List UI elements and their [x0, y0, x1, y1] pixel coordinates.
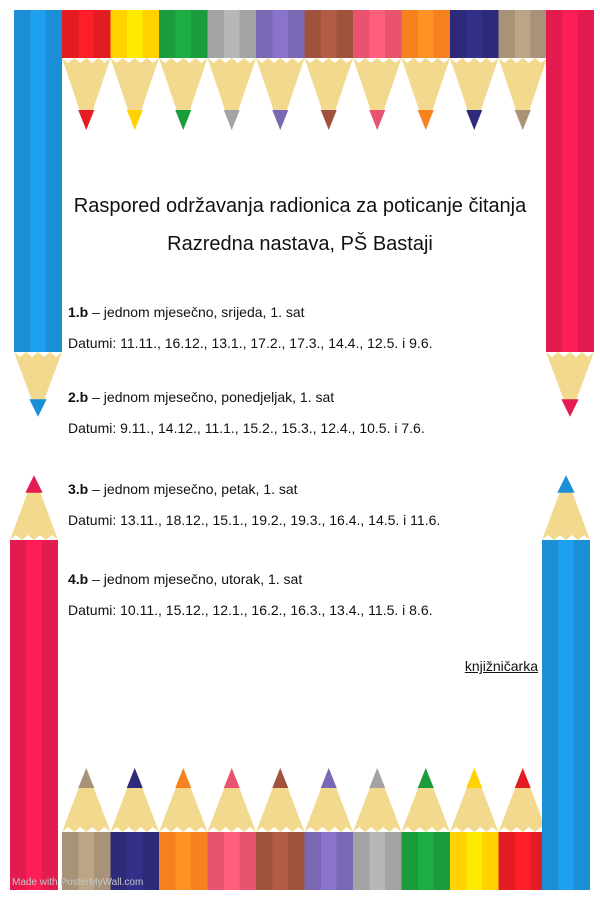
schedule-text: – jednom mjesečno, utorak, 1. sat: [88, 571, 303, 587]
class-schedule-2b: [68, 389, 334, 405]
class-schedule-1b: [68, 304, 305, 320]
class-dates-1b: Datumi: 11.11., 16.12., 13.1., 17.2., 17.3., 14.4., 12.5. i 9.6.: [68, 335, 433, 351]
schedule-text: – jednom mjesečno, petak, 1. sat: [88, 481, 298, 497]
class-schedule-4b: [68, 571, 302, 587]
watermark: Made with PosterMyWall.com: [12, 877, 144, 888]
page-subtitle: Razredna nastava, PŠ Bastaji: [167, 233, 433, 255]
class-name: 2.b: [68, 389, 89, 405]
signature: knjižničarka: [464, 658, 538, 674]
class-schedule-3b: [68, 481, 298, 497]
class-name: 3.b: [68, 481, 89, 497]
class-dates-2b: Datumi: 9.11., 14.12., 11.1., 15.2., 15.3., 12.4., 10.5. i 7.6.: [68, 420, 425, 436]
class-dates-4b: Datumi: 10.11., 15.12., 12.1., 16.2., 16.3., 13.4., 11.5. i 8.6.: [68, 602, 433, 618]
class-name: 4.b: [68, 571, 89, 587]
schedule-text: – jednom mjesečno, ponedjeljak, 1. sat: [88, 389, 335, 405]
class-name: 1.b: [68, 304, 89, 320]
class-dates-3b: Datumi: 13.11., 18.12., 15.1., 19.2., 19.3., 16.4., 14.5. i 11.6.: [68, 512, 441, 528]
schedule-text: – jednom mjesečno, srijeda, 1. sat: [88, 304, 305, 320]
page-title: Raspored održavanja radionica za poticanje čitanja: [73, 195, 527, 217]
